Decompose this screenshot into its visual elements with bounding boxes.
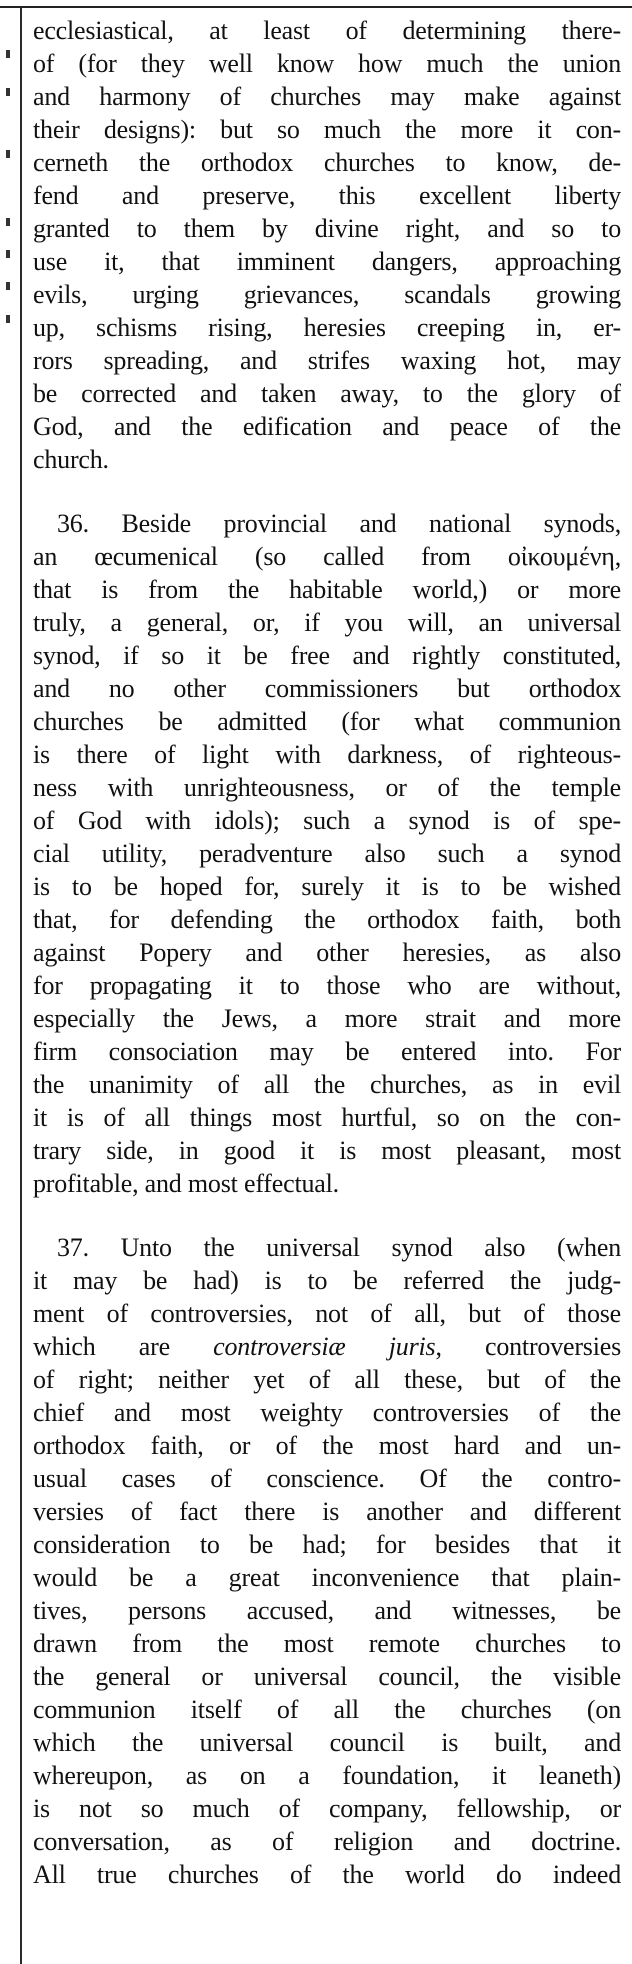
text-line: and harmony of churches may make against xyxy=(33,82,621,111)
text-line: use it, that imminent dangers, approaching xyxy=(33,247,621,276)
text-line: is to be hoped for, surely it is to be wished xyxy=(33,872,621,901)
text-line: church. xyxy=(33,445,109,474)
text-line: cial utility, peradventure also such a synod xyxy=(33,839,621,868)
text-line: would be a great inconvenience that plain- xyxy=(33,1563,621,1592)
text-line: of God with idols); such a synod is of spe- xyxy=(33,806,621,835)
text-line: that, for defending the orthodox faith, both xyxy=(33,905,621,934)
text-line: is not so much of company, fellowship, or xyxy=(33,1794,621,1823)
text-line: it is of all things most hurtful, so on the con- xyxy=(33,1103,621,1132)
gutter-mark xyxy=(6,88,10,96)
text-line: 37. Unto the universal synod also (when xyxy=(57,1233,621,1262)
text-line: churches be admitted (for what communion xyxy=(33,707,621,736)
text-line: be corrected and taken away, to the glory of xyxy=(33,379,621,408)
text-line: ecclesiastical, at least of determining there- xyxy=(33,16,621,45)
text-line: the general or universal council, the visible xyxy=(33,1662,621,1691)
column-rule xyxy=(20,8,22,1964)
text-line: truly, a general, or, if you will, an universal xyxy=(33,608,621,637)
text-line: All true churches of the world do indeed xyxy=(33,1860,621,1889)
text-line: it may be had) is to be referred the judg- xyxy=(33,1266,621,1295)
text-line: tives, persons accused, and witnesses, be xyxy=(33,1596,621,1625)
text-line: and no other commissioners but orthodox xyxy=(33,674,621,703)
text-line: of (for they well know how much the union xyxy=(33,49,621,78)
paragraph-gap xyxy=(33,1200,621,1231)
text-line: rors spreading, and strifes waxing hot, may xyxy=(33,346,621,375)
text-line: ness with unrighteousness, or of the temple xyxy=(33,773,621,802)
text-line: fend and preserve, this excellent liberty xyxy=(33,181,621,210)
text-line: conversation, as of religion and doctrine. xyxy=(33,1827,621,1856)
text-line: which the universal council is built, and xyxy=(33,1728,621,1757)
text-line: of right; neither yet of all these, but of the xyxy=(33,1365,621,1394)
text-line: against Popery and other heresies, as also xyxy=(33,938,621,967)
text-line: their designs): but so much the more it con- xyxy=(33,115,621,144)
text-line: communion itself of all the churches (on xyxy=(33,1695,621,1724)
text-line: consideration to be had; for besides that it xyxy=(33,1530,621,1559)
text-line: drawn from the most remote churches to xyxy=(33,1629,621,1658)
gutter-mark xyxy=(6,218,10,226)
text-line: that is from the habitable world,) or more xyxy=(33,575,621,604)
text-line: firm consociation may be entered into. For xyxy=(33,1037,621,1066)
text-line: granted to them by divine right, and so to xyxy=(33,214,621,243)
text-line: for propagating it to those who are without, xyxy=(33,971,621,1000)
italic-phrase: controversiæ juris xyxy=(213,1332,436,1361)
gutter-mark xyxy=(6,50,10,58)
text-line: chief and most weighty controversies of the xyxy=(33,1398,621,1427)
text-line: an œcumenical (so called from οἰκουμένη, xyxy=(33,542,621,571)
text-line: evils, urging grievances, scandals growing xyxy=(33,280,621,309)
text-line: versies of fact there is another and different xyxy=(33,1497,621,1526)
text-line: whereupon, as on a foundation, it leaneth) xyxy=(33,1761,621,1790)
gutter-mark xyxy=(6,315,10,323)
text-line: is there of light with darkness, of righteous- xyxy=(33,740,621,769)
text-line: the unanimity of all the churches, as in evil xyxy=(33,1070,621,1099)
gutter-mark xyxy=(6,250,10,258)
paragraph-37 xyxy=(33,1231,621,1891)
text-line: synod, if so it be free and rightly constituted, xyxy=(33,641,621,670)
gutter-mark xyxy=(6,150,10,158)
paragraph-36 xyxy=(33,507,621,1200)
text-line-with-italic xyxy=(33,1330,621,1363)
gutter-mark xyxy=(6,282,10,290)
text-segment: , controversies xyxy=(435,1332,621,1361)
text-line: especially the Jews, a more strait and more xyxy=(33,1004,621,1033)
text-column xyxy=(33,14,621,1891)
text-line: cerneth the orthodox churches to know, de- xyxy=(33,148,621,177)
top-rule xyxy=(0,6,632,8)
text-line: God, and the edification and peace of the xyxy=(33,412,621,441)
text-line: up, schisms rising, heresies creeping in, er- xyxy=(33,313,621,342)
text-line: profitable, and most effectual. xyxy=(33,1169,339,1198)
text-line: ment of controversies, not of all, but of those xyxy=(33,1299,621,1328)
text-line: orthodox faith, or of the most hard and un- xyxy=(33,1431,621,1460)
text-line: usual cases of conscience. Of the contro- xyxy=(33,1464,621,1493)
paragraph-gap xyxy=(33,476,621,507)
text-line: trary side, in good it is most pleasant, most xyxy=(33,1136,621,1165)
paragraph-continuation xyxy=(33,14,621,476)
text-line: 36. Beside provincial and national synods, xyxy=(57,509,621,538)
text-segment: which are xyxy=(33,1332,214,1361)
